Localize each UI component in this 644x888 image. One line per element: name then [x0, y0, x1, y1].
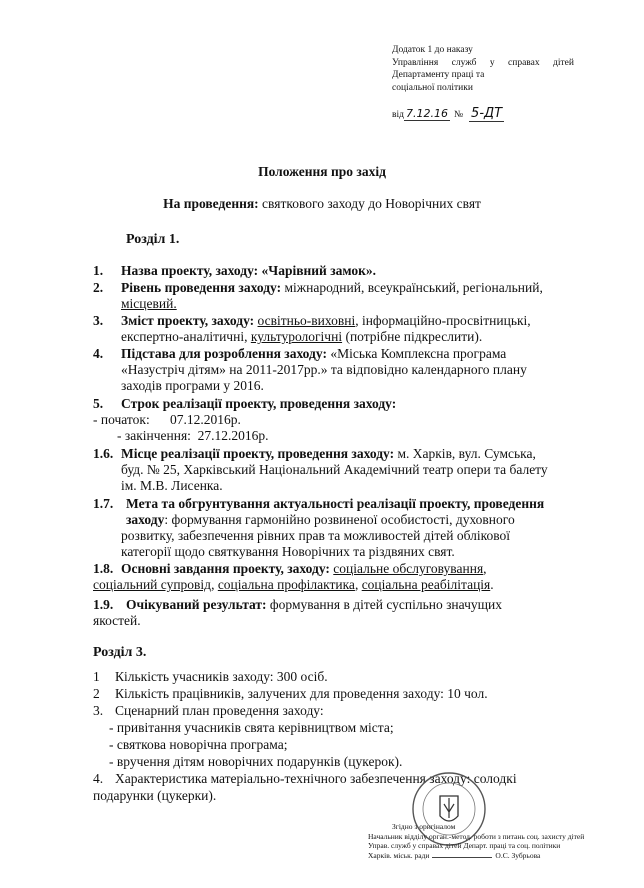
item-3: 3. Зміст проекту, заходу: освітньо-виховні, інформаційно-просвітницькі, експертно-аналітичні, культурологічні (потрібне підкреслити).	[93, 313, 531, 344]
doc-title: Положення про захід	[258, 164, 386, 179]
signature	[432, 857, 492, 858]
item-1-8: 1.8. Основні завдання проекту, заходу: соціальне обслуговування, соціальний супровід, соціальна профілактика, соціальна реабілітація.	[93, 561, 494, 592]
item-1-6: 1.6. Місце реалізації проекту, проведення заходу: м. Харків, вул. Сумська, буд. № 25, Харківський Національний Академічний театр опери та балету ім. М.В. Лисенка.	[93, 446, 548, 493]
staff-count: Кількість працівників, залучених для проведення заходу: 10 чол.	[115, 686, 488, 701]
item-1-7: 1.7. Мета та обгрунтування актуальності реалізації проекту, проведення заходу: формування гармонійно розвиненої особистості, духовного розвитку, забезпечення рівних прав та можливостей дітей облікової категорії щодо святкування Новорічних та різдвяних свят.	[93, 496, 545, 559]
item-2: 2. Рівень проведення заходу: міжнародний, всеукраїнський, регіональний, місцевий.	[93, 280, 543, 311]
order-date: 7.12.16	[405, 107, 448, 120]
header-line-2: Управління служб у справах дітей	[392, 57, 574, 68]
section-3-heading: Розділ 3.	[93, 645, 147, 660]
material-support: Характеристика матеріально-технічного забезпечення заходу: солодкі	[115, 771, 517, 786]
order-number: 5-ДТ	[471, 106, 503, 121]
item-4: 4. Підстава для розроблення заходу: «Міська Комплексна програма «Назустріч дітям» на 2011-2017рр.» та відповідно календарного плану заходів програми у 2016.	[93, 346, 527, 393]
appendix-header	[392, 44, 574, 94]
doc-subtitle: На проведення: святкового заходу до Новорічних свят	[163, 196, 481, 211]
section-1-heading: Розділ 1.	[126, 232, 180, 247]
scenario-plan: Сценарний план проведення заходу:	[115, 703, 324, 718]
item-1-9: 1.9. Очікуваний результат: формування в дітей суспільно значущих якостей.	[93, 597, 503, 628]
header-line-4: соціальної політики	[392, 82, 473, 93]
header-line-1: Додаток 1 до наказу	[392, 45, 473, 55]
section-3-list: 1 Кількість учасників заходу: 300 осіб. 2 Кількість працівників, залучених для проведення заходу: 10 чол. 3. Сценарний план проведення заходу: - привітання учасників свята керівництвом міста; - святкова новорічна програма; - вручення дітям новорічних подарунків (цукерок). 4. Характеристика матеріально-технічного забезпечення заходу: солодкі подарунки (цукерки).	[93, 669, 517, 803]
header-line-3: Департаменту праці та	[392, 70, 485, 80]
item-1: 1. Назва проекту, заходу: «Чарівний замок».	[93, 263, 377, 278]
item-5: 5. Строк реалізації проекту, проведення заходу: - початок: 07.12.2016р. - закінчення: 27.12.2016р.	[93, 396, 397, 443]
certification-footer: Згідно з оригіналом Начальник відділу орган.-метод. роботи з питань соц. захисту дітей Управ. служб у справах дітей Департ. праці та соц. політики Харків. міськ. ради О.С. Зубрьова	[368, 822, 585, 860]
participants-count: Кількість учасників заходу: 300 осіб.	[115, 669, 328, 684]
order-ref: від 7.12.16 № 5-ДТ	[392, 106, 503, 121]
